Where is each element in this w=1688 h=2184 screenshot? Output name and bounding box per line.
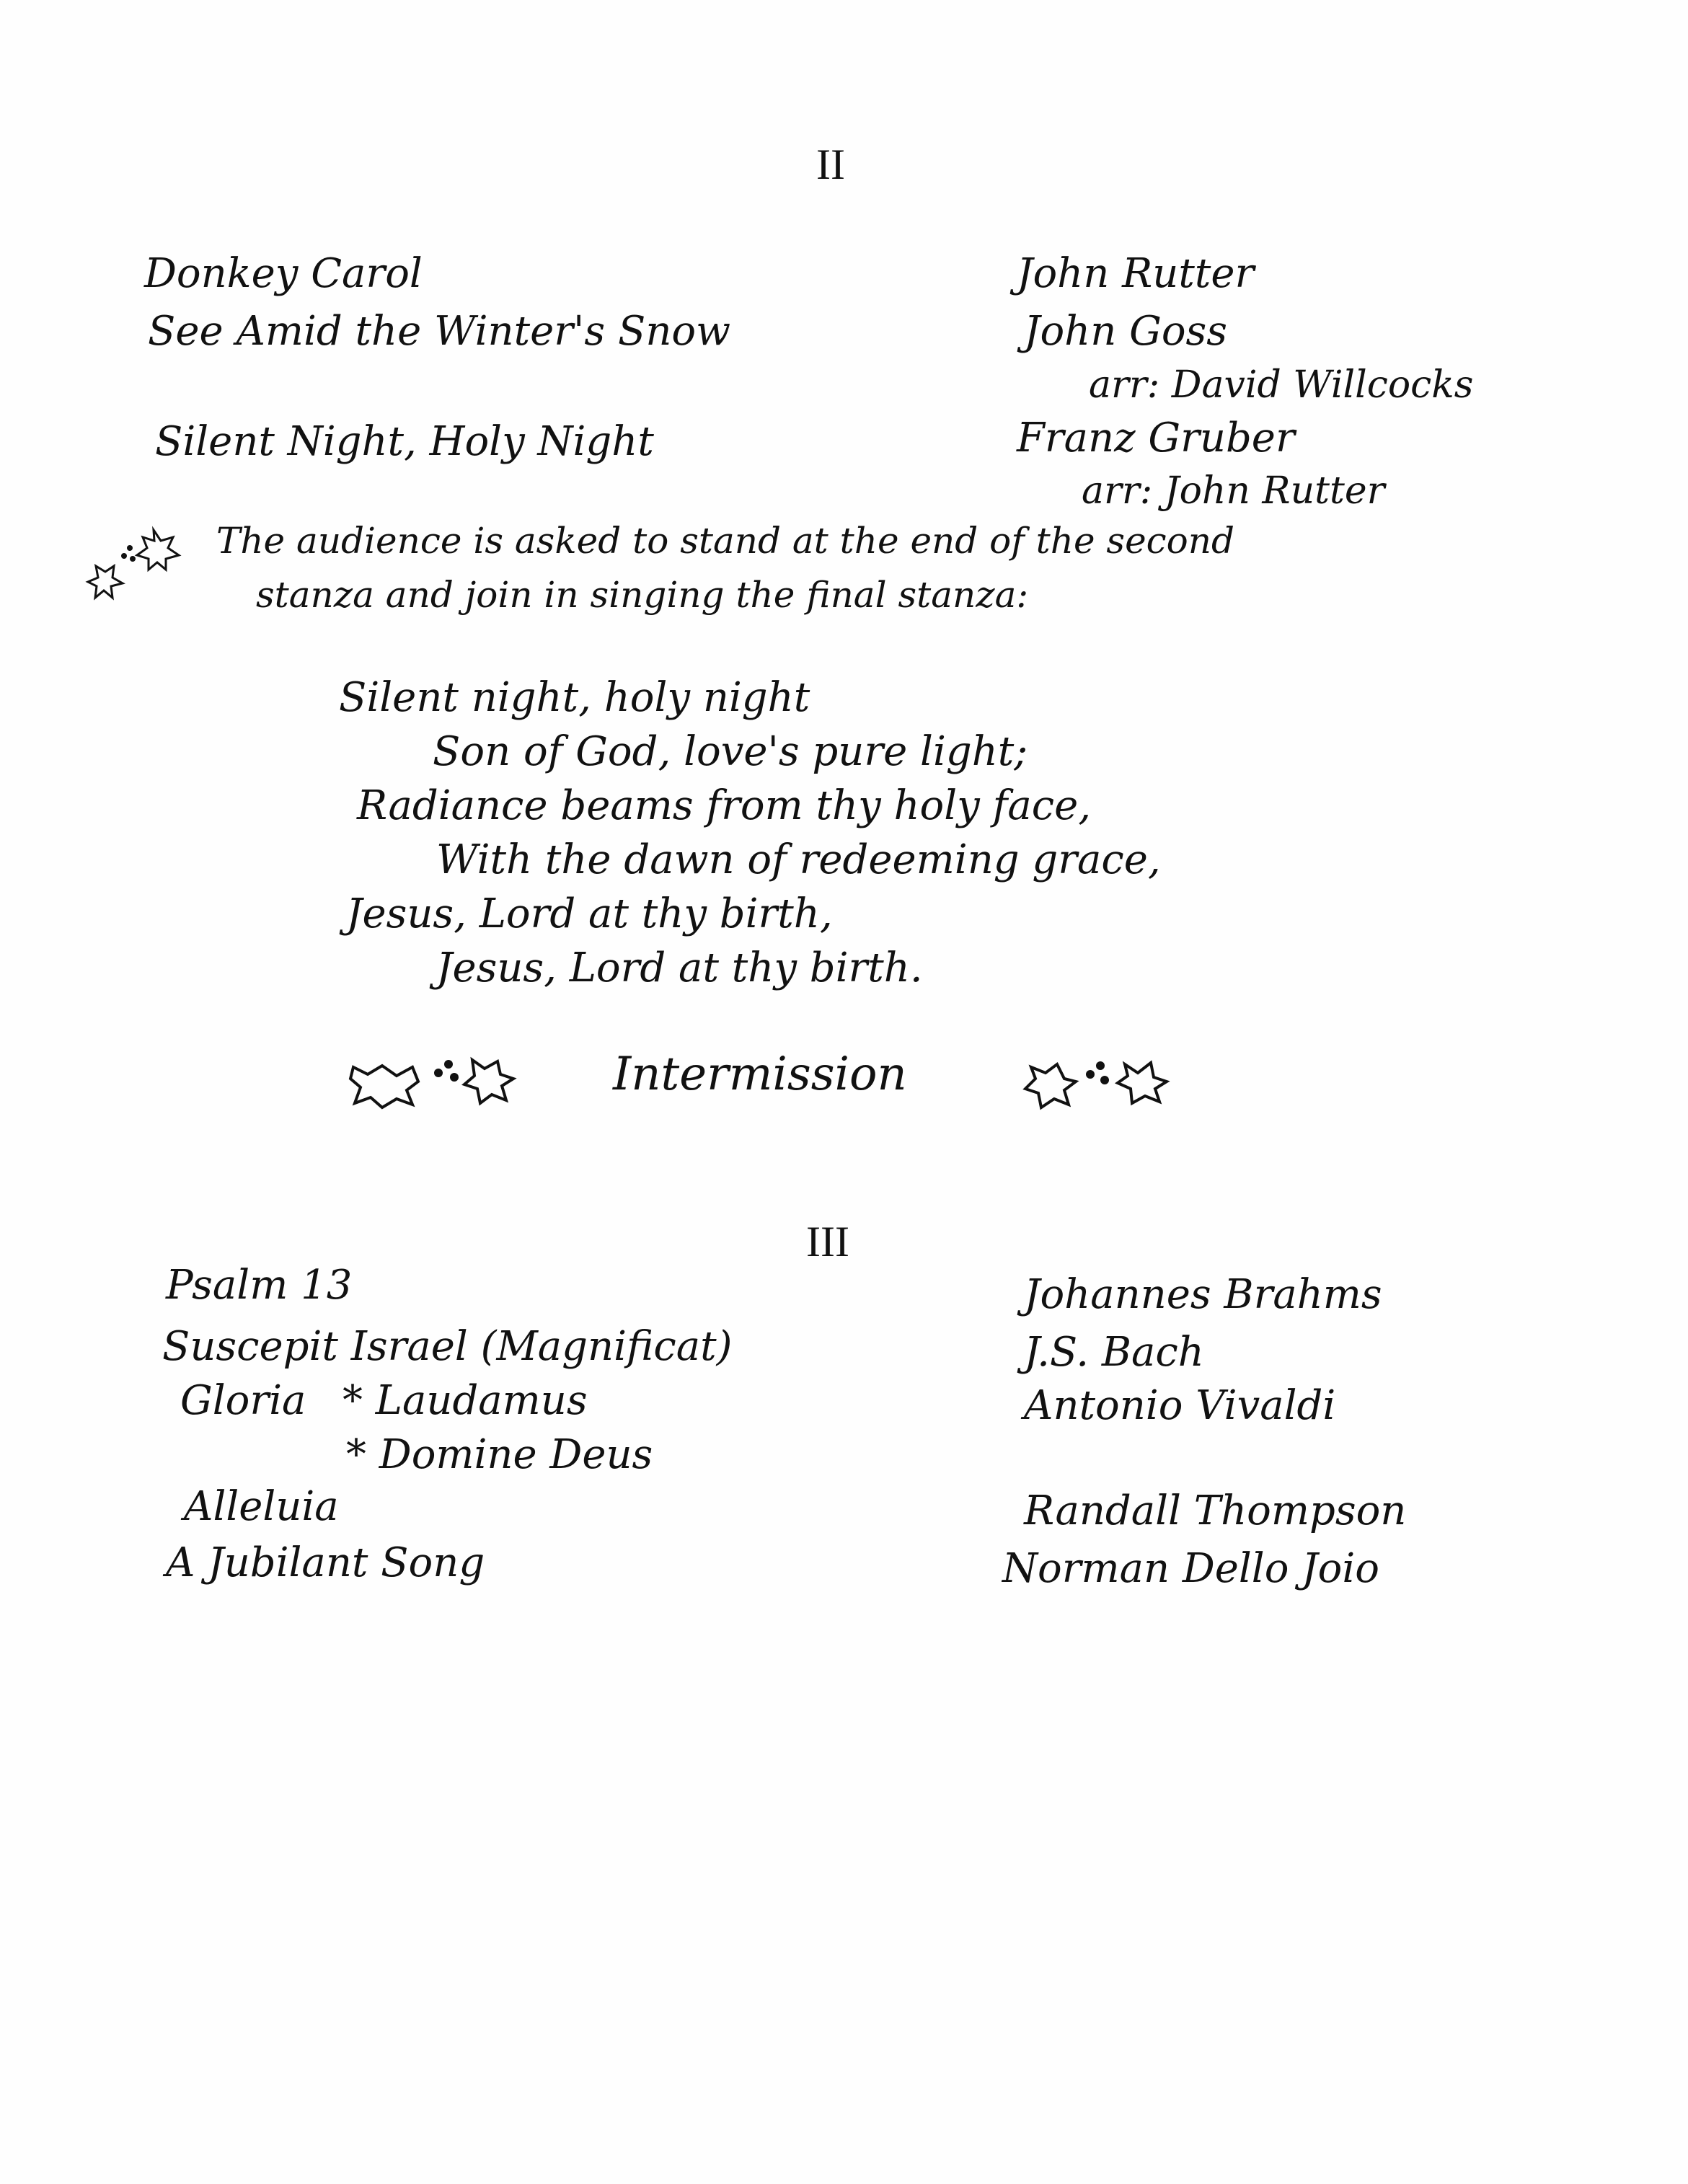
arranger-john-rutter: arr: John Rutter (1082, 469, 1385, 513)
composer-john-goss: John Goss (1024, 308, 1228, 355)
stanza-line-2: Son of God, love's pure light; (433, 728, 1028, 775)
stanza-line-4: With the dawn of redeeming grace, (436, 836, 1161, 883)
composer-johannes-brahms: Johannes Brahms (1024, 1271, 1382, 1318)
piece-title-suscepit-israel: Suscepit Israel (Magnificat) (162, 1323, 733, 1370)
holly-leaf-icon (346, 1038, 562, 1118)
piece-title-gloria: Gloria (180, 1377, 306, 1424)
composer-john-rutter: John Rutter (1017, 250, 1255, 297)
audience-instruction-line-1: The audience is asked to stand at the end of the second (216, 520, 1234, 562)
audience-instruction-line-2: stanza and join in singing the final stanza: (256, 574, 1029, 616)
piece-title-see-amid: See Amid the Winter's Snow (148, 308, 731, 355)
stanza-line-1: Silent night, holy night (339, 674, 810, 721)
piece-title-a-jubilant-song: A Jubilant Song (166, 1539, 485, 1586)
holly-leaf-icon (85, 516, 208, 624)
composer-js-bach: J.S. Bach (1024, 1329, 1204, 1376)
holly-leaf-icon (1017, 1038, 1183, 1118)
composer-norman-dello-joio: Norman Dello Joio (1002, 1545, 1380, 1592)
section-numeral-iii: III (806, 1218, 849, 1265)
intermission-heading: Intermission (613, 1048, 907, 1101)
section-numeral-ii: II (816, 141, 845, 188)
gloria-movement-laudamus: * Laudamus (343, 1377, 588, 1424)
composer-antonio-vivaldi: Antonio Vivaldi (1024, 1382, 1336, 1429)
composer-franz-gruber: Franz Gruber (1017, 415, 1295, 461)
stanza-line-5: Jesus, Lord at thy birth, (346, 890, 833, 937)
piece-title-donkey-carol: Donkey Carol (144, 250, 423, 297)
stanza-line-3: Radiance beams from thy holy face, (357, 782, 1092, 829)
arranger-david-willcocks: arr: David Willcocks (1089, 363, 1474, 407)
composer-randall-thompson: Randall Thompson (1024, 1487, 1407, 1534)
piece-title-silent-night: Silent Night, Holy Night (155, 418, 654, 465)
piece-title-alleluia: Alleluia (184, 1483, 339, 1530)
gloria-movement-domine-deus: * Domine Deus (346, 1431, 653, 1478)
stanza-line-6: Jesus, Lord at thy birth. (436, 945, 923, 991)
piece-title-psalm-13: Psalm 13 (166, 1262, 353, 1309)
